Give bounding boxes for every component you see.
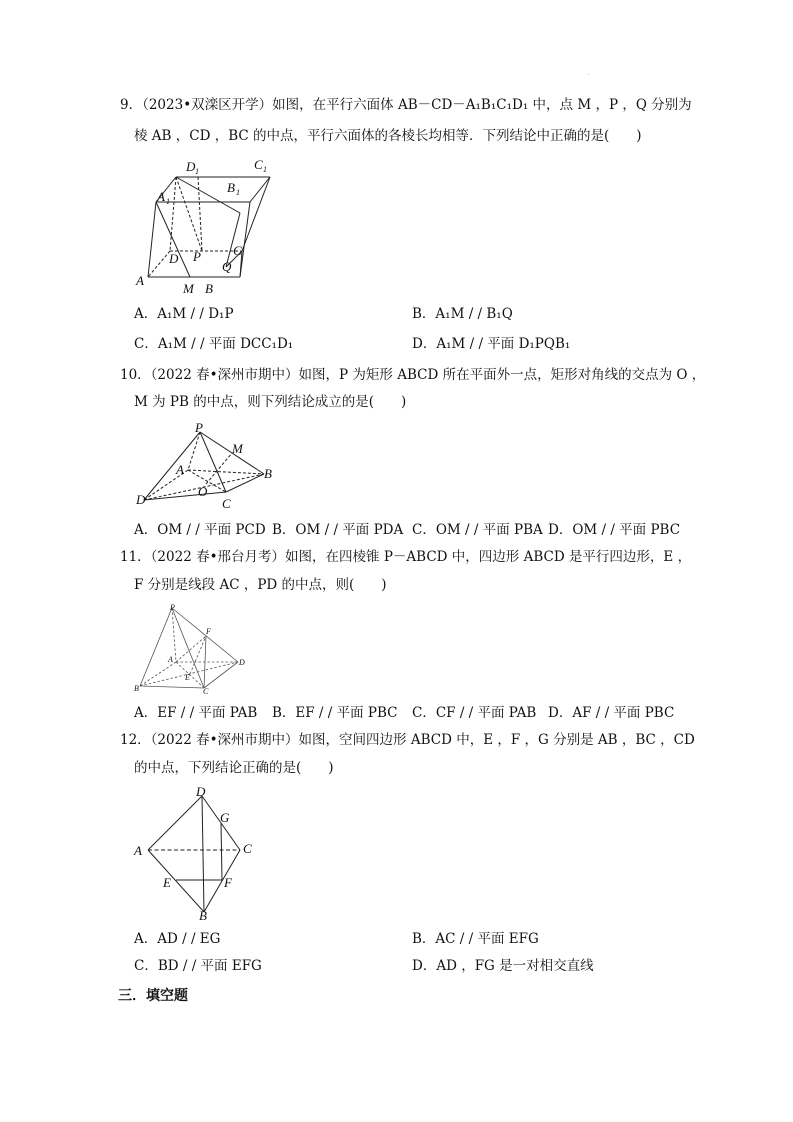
q9-option-b: B．A₁M / / B₁Q — [412, 306, 513, 322]
q11-label-D: D — [239, 658, 245, 667]
q10-option-b: B．OM / / 平面 PDA — [272, 522, 404, 538]
q11-label-F: F — [206, 627, 211, 636]
q10-stem-line1: 10．（2022 春•深州市期中）如图，P 为矩形 ABCD 所在平面外一点，矩形对角线的交点为 O ， — [120, 367, 706, 383]
q12-option-b: B．AC / / 平面 EFG — [412, 931, 539, 947]
q12-label-E: E — [163, 875, 171, 890]
q11-label-A: A — [168, 655, 173, 664]
q9-label-A1-sub: 1 — [166, 197, 170, 206]
q10-label-O: O — [198, 484, 208, 499]
q9-label-A: A — [136, 273, 144, 288]
q12-label-D: D — [196, 784, 206, 799]
q11-label-B: B — [134, 684, 139, 693]
q9-option-c: C．A₁M / / 平面 DCC₁D₁ — [134, 336, 294, 352]
q12-option-a: A．AD / / EG — [134, 931, 221, 947]
q10-option-d: D．OM / / 平面 PBC — [548, 522, 681, 538]
q10-label-B: B — [264, 466, 272, 481]
q12-label-G: G — [220, 810, 230, 825]
q11-figure-pyramid — [130, 600, 255, 699]
q9-label-P: P — [193, 249, 201, 264]
q9-label-C1-sub: 1 — [263, 165, 267, 174]
q9-label-C1: C — [254, 157, 263, 172]
q9-label-M: M — [183, 281, 194, 296]
q11-stem-line1: 11．（2022 春•邢台月考）如图，在四棱锥 P－ABCD 中，四边形 ABCD 是平行四边形，E ， — [120, 549, 692, 565]
q11-label-P: P — [170, 603, 175, 612]
q10-label-P: P — [195, 420, 203, 435]
q9-option-a: A．A₁M / / D₁P — [134, 306, 234, 322]
q9-label-B: B — [205, 281, 213, 296]
q9-label-D1-sub: 1 — [195, 167, 199, 176]
q12-label-A: A — [134, 843, 142, 858]
q9-option-d: D．A₁M / / 平面 D₁PQB₁ — [412, 336, 571, 352]
q10-stem-line2: M 为 PB 的中点，则下列结论成立的是( ) — [134, 394, 407, 410]
q12-label-B: B — [199, 908, 207, 922]
q10-option-c: C．OM / / 平面 PBA — [412, 522, 543, 538]
q9-label-D: D — [169, 251, 179, 266]
q9-label-C: C — [233, 243, 242, 258]
q11-option-c: C．CF / / 平面 PAB — [412, 705, 537, 721]
q11-option-d: D．AF / / 平面 PBC — [548, 705, 675, 721]
q11-label-E: E — [185, 673, 190, 682]
q9-stem-line1: 9．（2023•双滦区开学）如图，在平行六面体 AB－CD－A₁B₁C₁D₁ 中，点 M ，P ，Q 分别为 — [120, 97, 692, 113]
q12-option-d: D．AD ，FG 是一对相交直线 — [412, 958, 594, 974]
q9-label-D1: D — [186, 159, 196, 174]
q10-figure-pyramid — [130, 418, 280, 522]
page-marker: · — [588, 72, 590, 79]
q11-option-b: B．EF / / 平面 PBC — [272, 705, 398, 721]
section-heading-fill-in: 三．填空题 — [118, 988, 188, 1004]
q12-stem-line2: 的中点，下列结论正确的是( ) — [134, 760, 334, 776]
q12-stem-line1: 12．（2022 春•深州市期中）如图，空间四边形 ABCD 中，E ，F ，G 分别是 AB ，BC ，CD — [120, 732, 695, 748]
q11-option-a: A．EF / / 平面 PAB — [134, 705, 258, 721]
q10-option-a: A．OM / / 平面 PCD — [134, 522, 266, 538]
q12-option-c: C．BD / / 平面 EFG — [134, 958, 262, 974]
q12-label-F: F — [224, 875, 232, 890]
q9-stem-line2: 棱 AB ，CD ，BC 的中点，平行六面体的各棱长均相等．下列结论中正确的是( ) — [134, 128, 642, 144]
q11-label-C: C — [203, 687, 209, 695]
q10-label-A: A — [176, 462, 184, 477]
q12-figure-quadrilateral — [130, 782, 265, 926]
q10-label-C: C — [222, 496, 231, 511]
q10-label-D: D — [136, 492, 146, 507]
q9-figure-parallelepiped — [130, 155, 280, 304]
q9-label-B1-sub: 1 — [236, 188, 240, 197]
q11-stem-line2: F 分别是线段 AC ，PD 的中点，则( ) — [134, 577, 387, 593]
q9-label-A1: A — [157, 189, 165, 204]
q9-label-B1: B — [227, 180, 235, 195]
q10-label-M: M — [232, 441, 243, 456]
q12-label-C: C — [243, 841, 252, 856]
q9-label-Q: Q — [222, 259, 232, 274]
